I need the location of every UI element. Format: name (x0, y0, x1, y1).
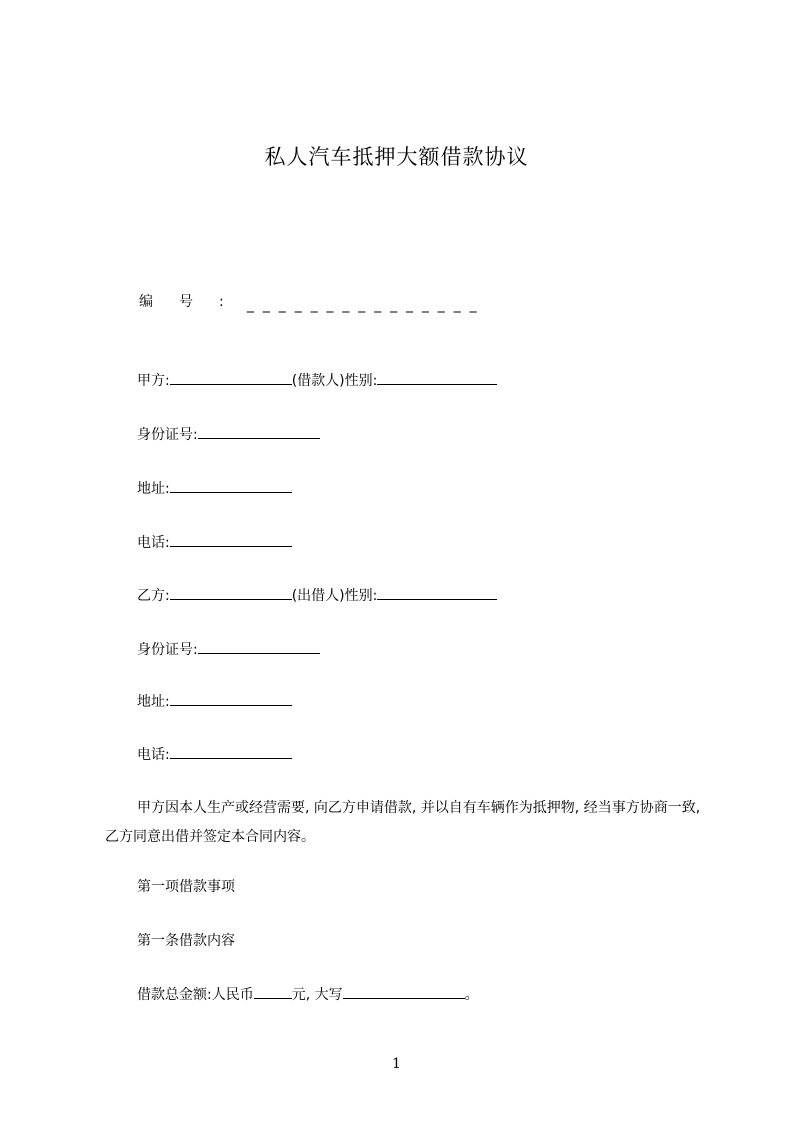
section-title: 第一项借款事项 (137, 879, 235, 895)
page-number: 1 (392, 1056, 401, 1072)
article-title: 第一条借款内容 (137, 933, 235, 949)
party-a-id-blank (198, 423, 320, 439)
party-b-role-label: (出借人)性别: (291, 588, 378, 604)
serial-colon: : (219, 294, 224, 310)
party-a-name-blank (170, 369, 292, 385)
party-a-address-row (137, 477, 292, 501)
party-b-address-row (137, 690, 292, 714)
serial-label-part2: 号 (179, 294, 193, 310)
party-a-address-label: 地址: (137, 481, 170, 497)
party-b-label: 乙方: (137, 588, 170, 604)
serial-label-part1: 编 (139, 294, 153, 310)
party-a-address-blank (170, 477, 292, 493)
loan-amount-words-blank (343, 983, 465, 999)
loan-amount-number-blank (254, 983, 292, 999)
party-b-id-label: 身份证号: (137, 642, 198, 658)
party-b-address-blank (170, 690, 292, 706)
party-b-name-blank (170, 584, 292, 600)
party-a-gender-blank (377, 369, 497, 385)
party-b-id-blank (198, 638, 320, 654)
party-b-address-label: 地址: (137, 694, 170, 710)
preamble-paragraph: 甲方因本人生产或经营需要, 向乙方申请借款, 并以自有车辆作为抵押物, 经当事方协商一致, 乙方同意出借并签定本合同内容。 (105, 800, 701, 845)
party-a-id-row (137, 423, 320, 447)
party-b-id-row (137, 638, 320, 662)
party-b-phone-label: 电话: (137, 747, 170, 763)
party-b-row (137, 584, 497, 608)
loan-amount-unit: 元, 大写 (291, 987, 343, 1003)
party-a-role-label: (借款人)性别: (291, 373, 378, 389)
party-b-phone-blank (170, 743, 292, 759)
party-a-phone-label: 电话: (137, 535, 170, 551)
party-a-id-label: 身份证号: (137, 427, 198, 443)
party-a-label: 甲方: (137, 373, 170, 389)
party-a-row (137, 369, 497, 393)
party-b-gender-blank (377, 584, 497, 600)
loan-amount-row (137, 983, 479, 1007)
party-a-phone-blank (170, 531, 292, 547)
loan-amount-end: 。 (464, 987, 479, 1003)
party-b-phone-row (137, 743, 292, 767)
document-title: 私人汽车抵押大额借款协议 (264, 145, 529, 169)
party-a-phone-row (137, 531, 292, 555)
serial-number-row (137, 290, 707, 314)
loan-amount-label: 借款总金额:人民币 (137, 987, 254, 1003)
serial-number-blank: _ _ _ _ _ _ _ _ _ _ _ _ _ _ _ (247, 297, 477, 313)
